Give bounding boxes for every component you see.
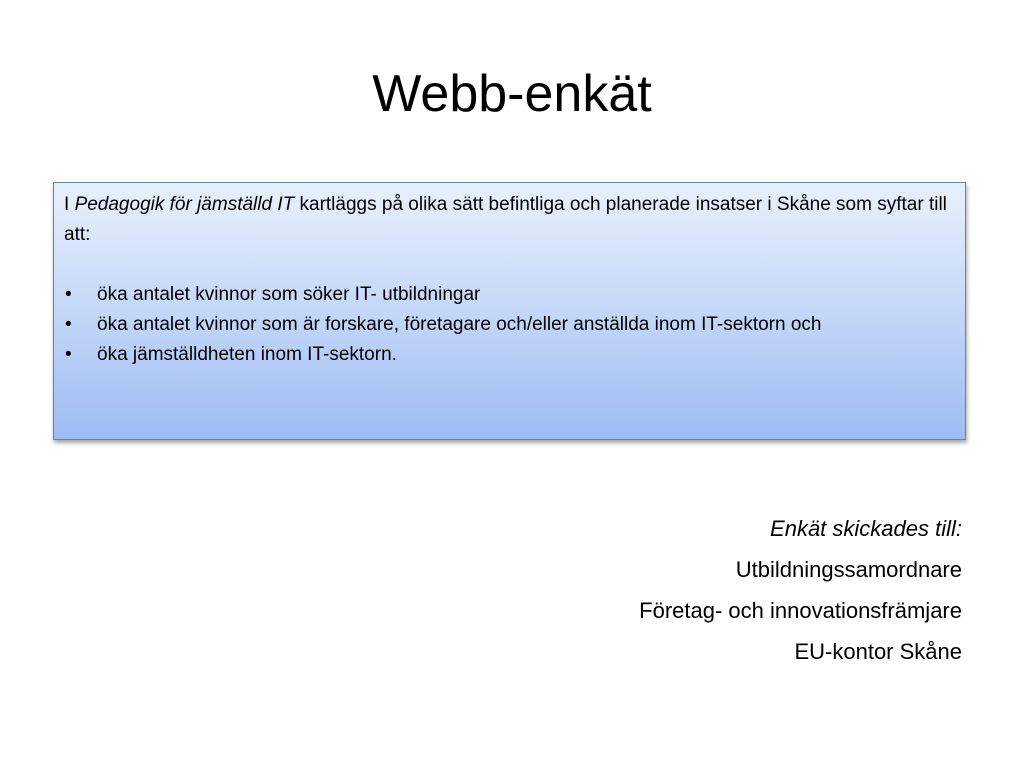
list-item-text: öka jämställdheten inom IT-sektorn. (97, 344, 397, 365)
goal-list (64, 280, 955, 370)
list-item-text: öka antalet kvinnor som är forskare, företagare och/eller anställda inom IT-sektorn och (97, 314, 822, 335)
program-name: Pedagogik för jämställd IT (74, 194, 295, 215)
intro-paragraph (64, 190, 955, 250)
bullet-icon: • (65, 344, 72, 365)
bullet-icon: • (65, 314, 72, 335)
recipients-block (639, 508, 962, 672)
list-item (64, 280, 955, 310)
recipients-heading: Enkät skickades till: (770, 516, 962, 541)
slide-title: Webb-enkät (372, 65, 652, 123)
recipient-item: EU-kontor Skåne (794, 639, 962, 664)
intro-suffix: kartläggs på olika sätt befintliga och planerade insatser i Skåne som syftar till att: (64, 194, 947, 245)
recipient-item: Utbildningssamordnare (735, 557, 962, 582)
list-item (64, 340, 955, 370)
recipient-item: Företag- och innovationsfrämjare (639, 598, 962, 623)
info-box (53, 182, 966, 440)
intro-prefix: I (64, 194, 75, 215)
list-item-text: öka antalet kvinnor som söker IT- utbildningar (97, 284, 481, 305)
bullet-icon: • (65, 284, 72, 305)
list-item (64, 310, 955, 340)
